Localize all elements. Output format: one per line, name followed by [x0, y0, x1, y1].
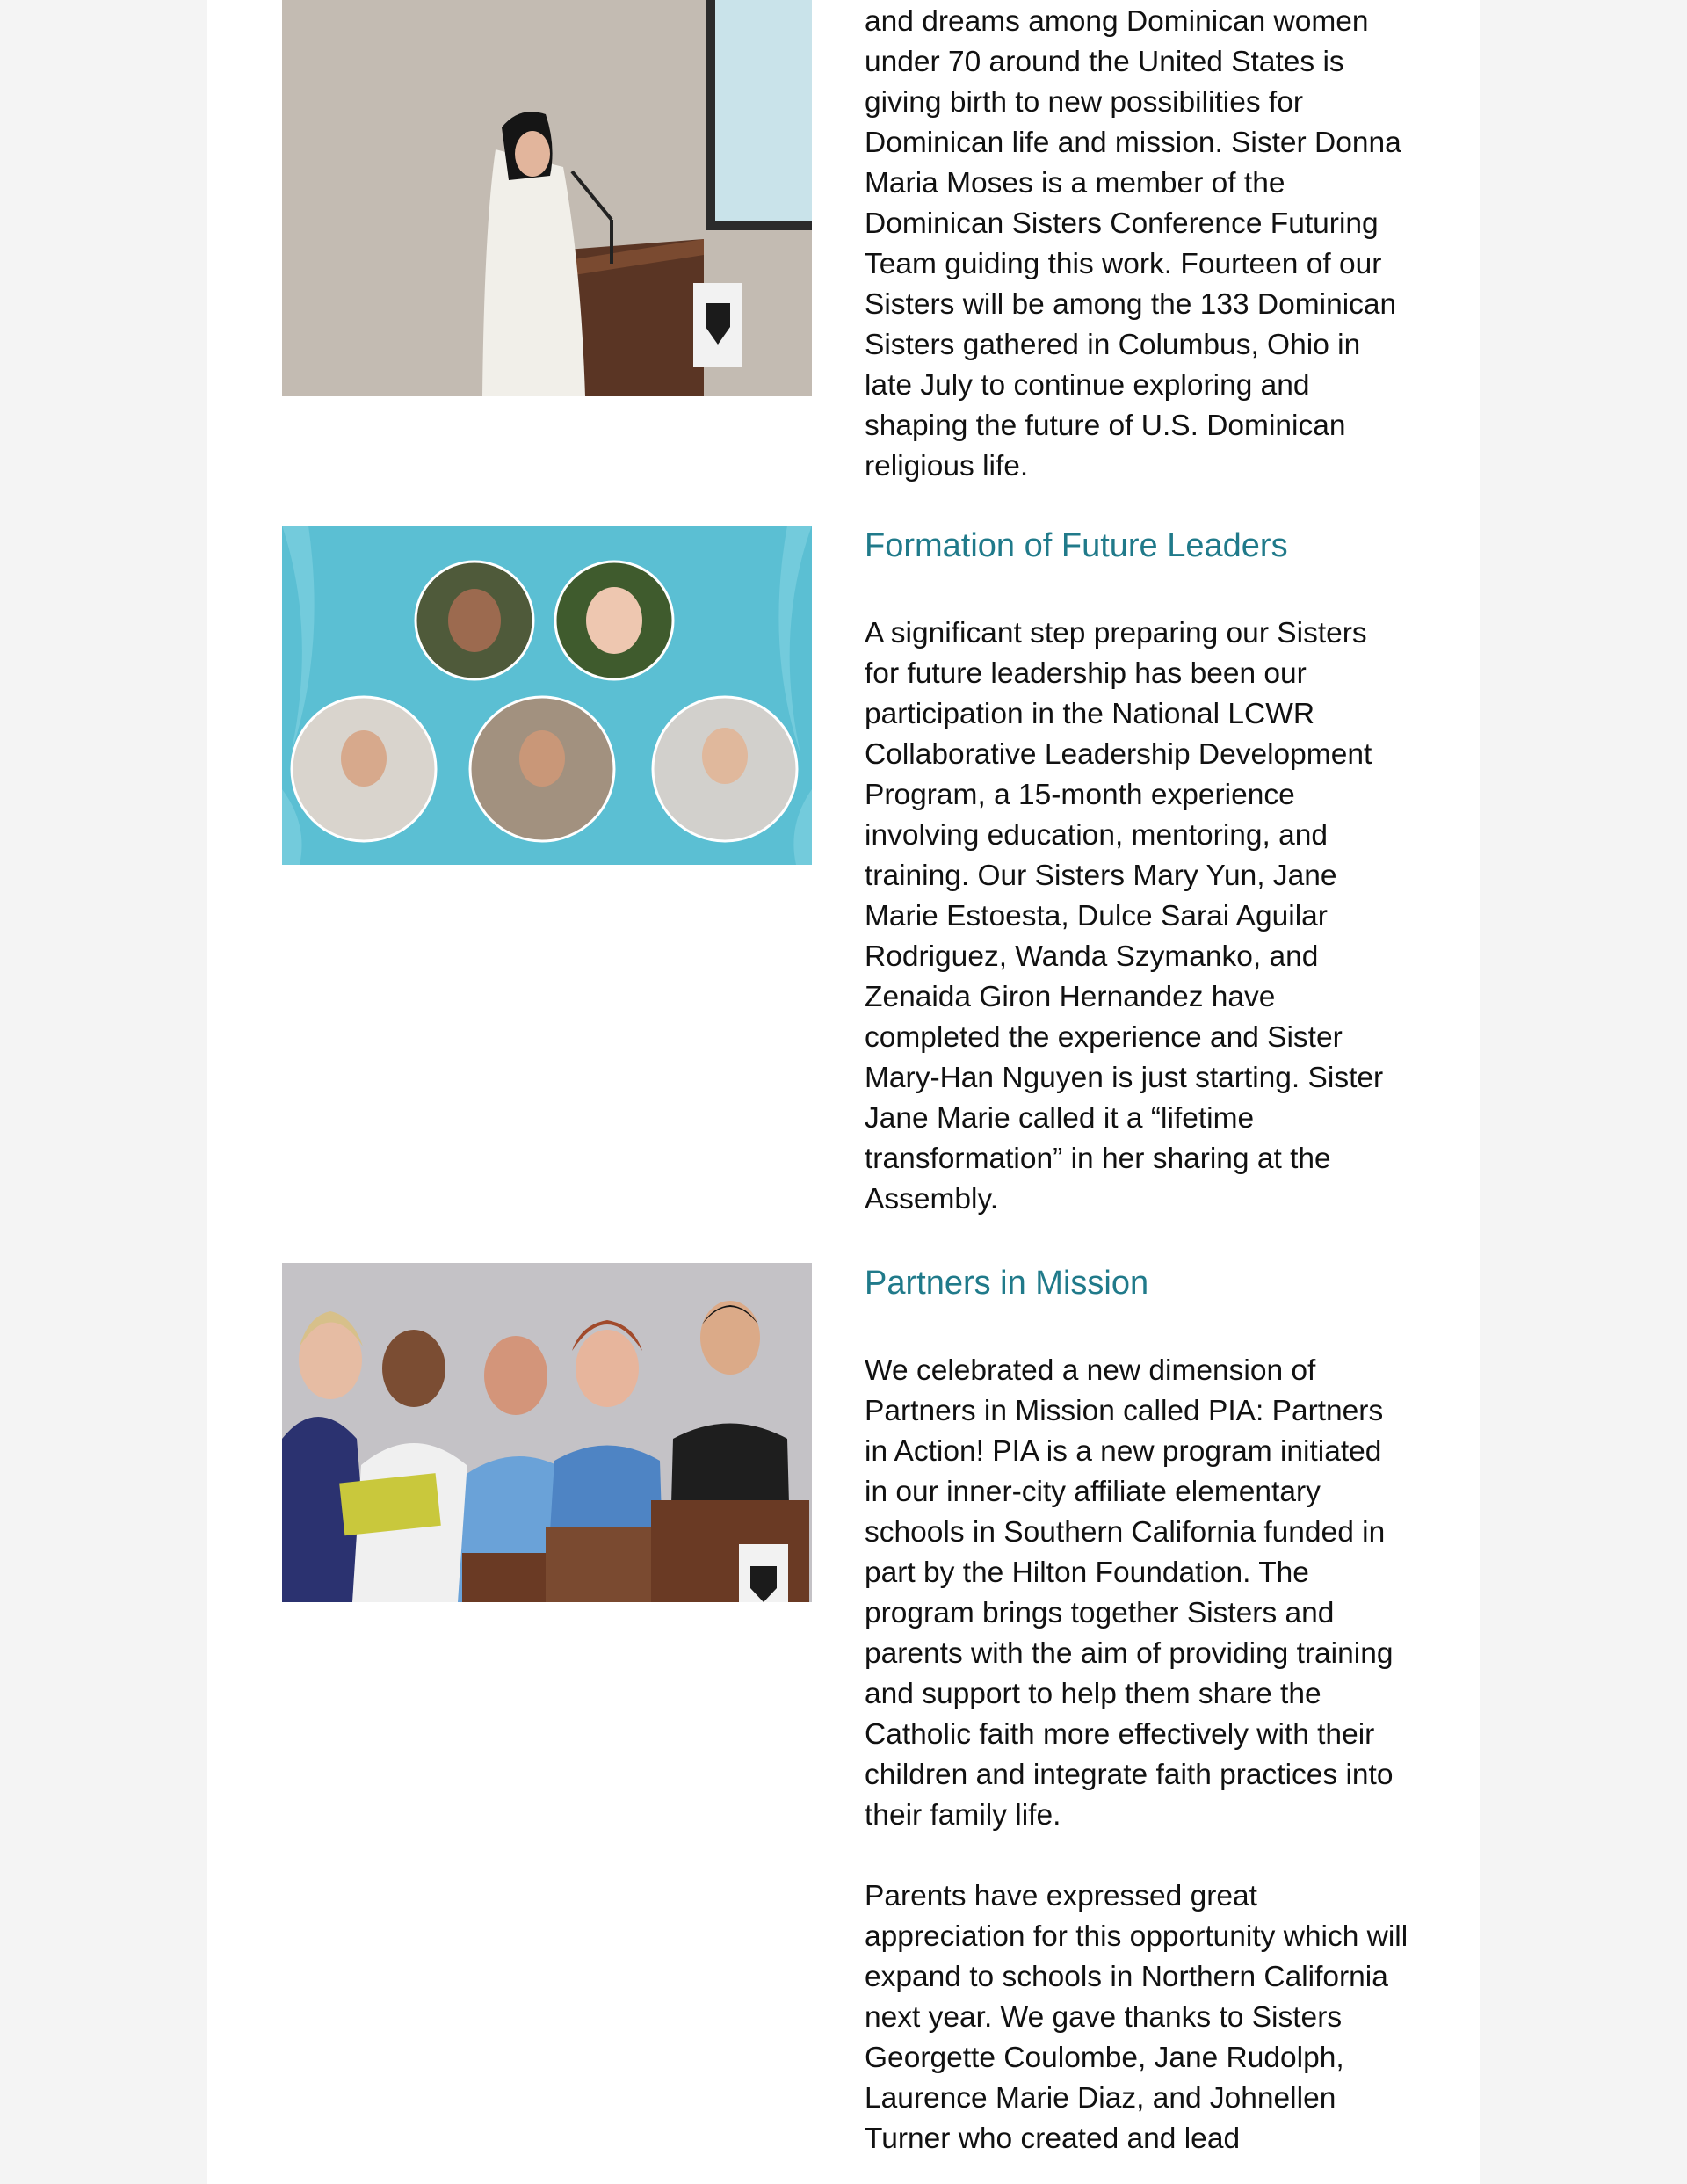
partners-paragraph-1: We celebrated a new dimension of Partners in Mission called PIA: Partners in Action! PIA is a new program initiated in our inner-city affiliate elementary schools in Southern California funded in part by the Hilton Foundation. The program brings together Sisters and parents with the aim of providing training and support to help them share the Catholic faith more effectively with their children and integrate faith practices into their family life.	[865, 1354, 1394, 1832]
leaders-text-column	[865, 526, 1409, 1220]
photo-partners-in-mission-group	[282, 1263, 812, 1602]
section-title-future-leaders: Formation of Future Leaders	[865, 527, 1288, 564]
paragraph-spacer	[865, 1836, 1409, 1876]
leaders-paragraph: A significant step preparing our Sisters for future leadership has been our participation in the National LCWR Collaborative Leadership Development Program, a 15-month experience involving education, mentoring, and training. Our Sisters Mary Yun, Jane Marie Estoesta, Dulce Sarai Aguilar Rodriguez, Wanda Szymanko, and Zenaida Giron Hernandez have completed the experience and Sister Mary-Han Nguyen is just starting. Sister Jane Marie called it a “lifetime transformation” in her sharing at the Assembly.	[865, 617, 1384, 1215]
photo-sister-speaking-at-podium	[282, 0, 812, 396]
partners-paragraph-2: Parents have expressed great appreciation for this opportunity which will expand to schools in Northern California next year. We gave thanks to Sisters Georgette Coulombe, Jane Rudolph, Laurence Marie Diaz, and Johnellen Turner who created and lead	[865, 1880, 1408, 2155]
intro-text-column	[865, 2, 1409, 487]
partners-text-column	[865, 1263, 1409, 2159]
section-title-partners-in-mission: Partners in Mission	[865, 1265, 1149, 1302]
photo-future-leaders-collage	[282, 526, 812, 865]
newsletter-content	[207, 0, 1480, 2184]
intro-paragraph: and dreams among Dominican women under 70 around the United States is giving birth to new possibilities for Dominican life and mission. Sister Donna Maria Moses is a member of the Dominican Sisters Conference Futuring Team guiding this work. Fourteen of our Sisters will be among the 133 Dominican Sisters gathered in Columbus, Ohio in late July to continue exploring and shaping the future of U.S. Dominican religious life.	[865, 5, 1401, 483]
